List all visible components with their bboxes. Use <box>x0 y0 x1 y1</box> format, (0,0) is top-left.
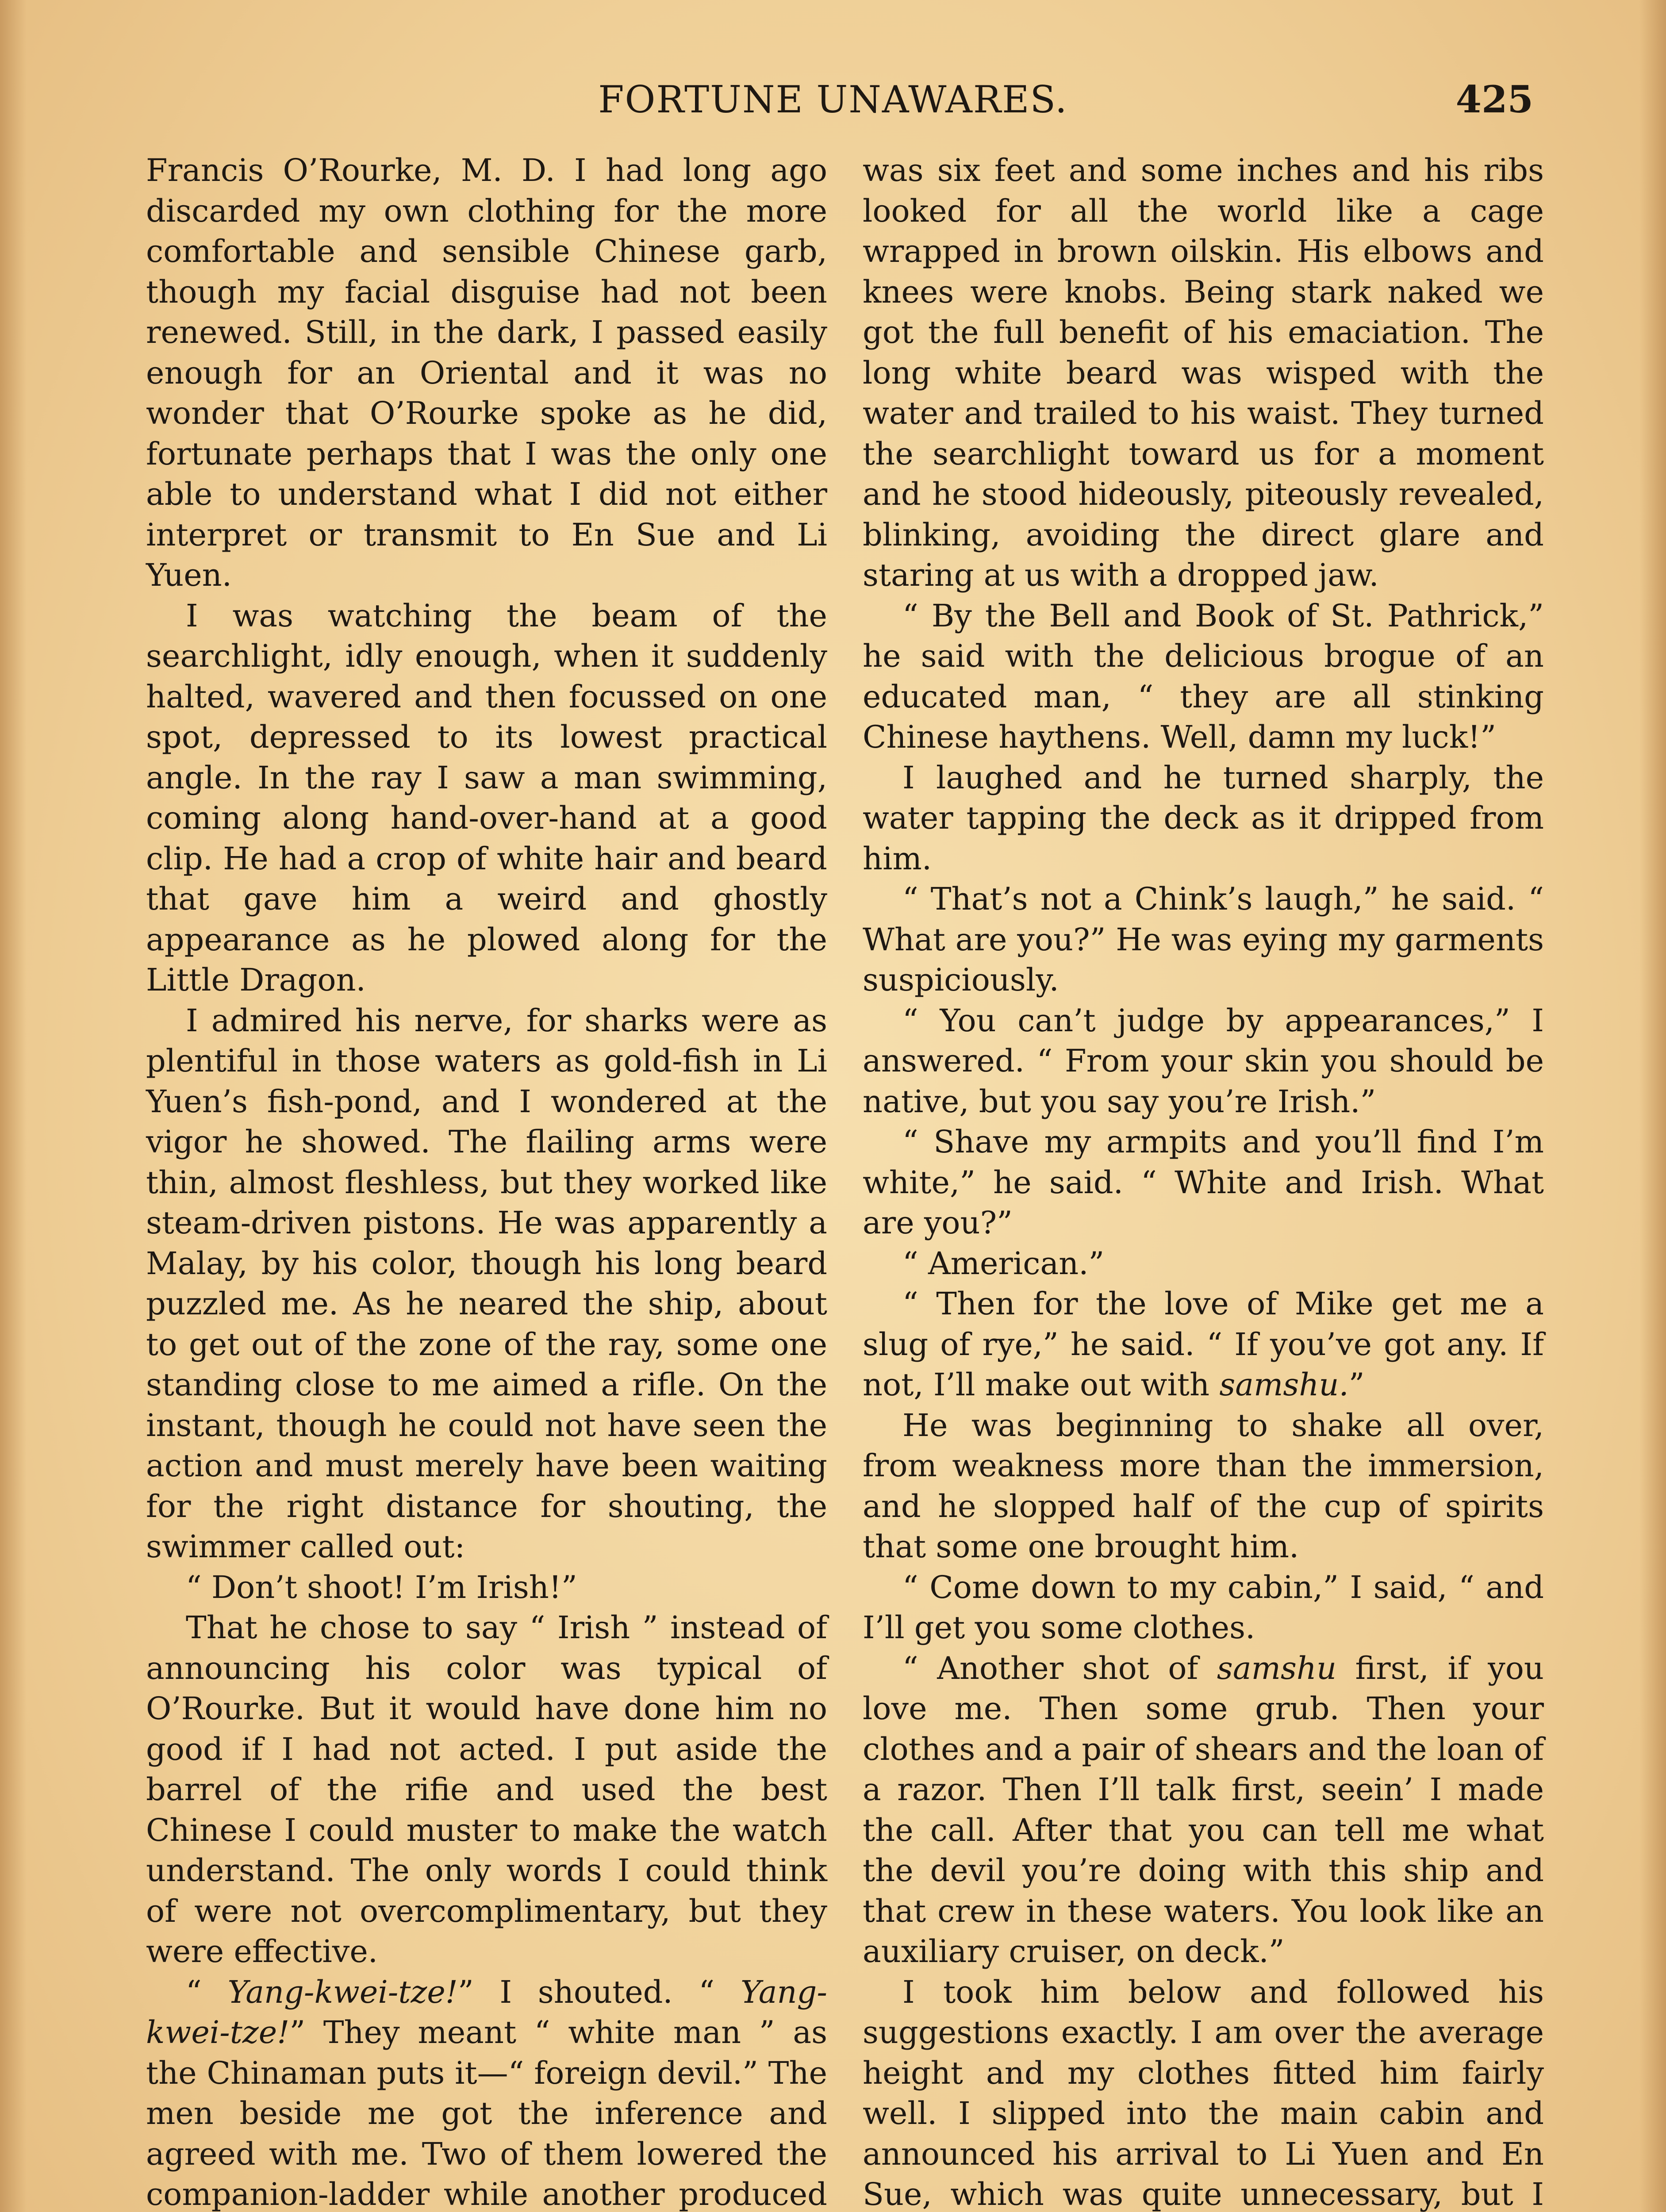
paragraph <box>146 1608 827 1972</box>
text-run: ” I shouted. “ <box>457 1974 741 2010</box>
text-run: “ That’s not a Chink’s laugh,” he said. “ What are you?” He was eying my garments suspiciously. <box>863 881 1544 998</box>
italic-text: Yang-kwei-tze! <box>227 1974 458 2010</box>
text-run: “ Don’t shoot! I’m Irish!” <box>186 1569 577 1605</box>
italic-text: samshu. <box>1219 1367 1349 1403</box>
text-run: ” <box>1348 1367 1365 1403</box>
paragraph <box>146 1567 827 1608</box>
text-run: first, if you love me. Then some grub. Then your clothes and a pair of shears and the loan of a razor. Then I’ll talk first, seein’ I made the call. After that you can tell me what the devil you’re doing with this ship and that crew in these waters. You look like an auxiliary cruiser, on deck.” <box>863 1650 1544 1970</box>
page-edge-left <box>0 0 27 2212</box>
paragraph <box>863 1648 1544 1972</box>
text-run: “ You can’t judge by appearances,” I answered. “ From your skin you should be native, but you say you’re Irish.” <box>863 1002 1544 1120</box>
text-run: He was beginning to shake all over, from weakness more than the immersion, and he slopped half of the cup of spirits that some one brought him. <box>863 1407 1544 1565</box>
text-run: “ <box>186 1974 228 2010</box>
page-edge-right <box>1639 0 1666 2212</box>
paragraph <box>863 758 1544 879</box>
paragraph <box>863 150 1544 596</box>
text-run: “ Another shot of <box>902 1650 1217 1686</box>
text-run: That he chose to say “ Irish ” instead of announcing his color was typical of O’Rourke. But it would have done him no good if I had not acted. I put aside the barrel of the rifie and used the best Chinese I could muster to make the watch understand. The only words I could think of were not overcomplimentary, but they were effective. <box>146 1609 827 1970</box>
text-run: I took him below and followed his suggestions exactly. I am over the average height and my clothes fitted him fairly well. I slipped into the main cabin and announced his arrival to Li Yuen and En Sue, which was quite unnecessary, but I <box>863 1974 1544 2212</box>
italic-text: Yang-kwei-tze! <box>146 1974 827 2051</box>
italic-text: samshu <box>1217 1650 1337 1686</box>
running-head: FORTUNE UNAWARES. <box>598 78 1068 121</box>
text-column-left <box>146 150 827 2212</box>
text-run: Francis O’Rourke, M. D. I had long ago discarded my own clothing for the more comfortable and sensible Chinese garb, though my facial disguise had not been renewed. Still, in the dark, I passed easily enough for an Oriental and it was no wonder that O’Rourke spoke as he did, fortunate perhaps that I was the only one able to understand what I did not either interpret or transmit to En Sue and Li Yuen. <box>146 152 827 593</box>
paragraph <box>863 1284 1544 1406</box>
page-number: 425 <box>1455 77 1533 121</box>
text-run: I admired his nerve, for sharks were as plentiful in those waters as gold-fish in Li Yuen’s fish-pond, and I wondered at the vigor he showed. The flailing arms were thin, almost fleshless, but they worked like steam-driven pistons. He was apparently a Malay, by his color, though his long beard puzzled me. As he neared the ship, about to get out of the zone of the ray, some one standing close to me aimed a rifle. On the instant, though he could not have seen the action and must merely have been waiting for the right distance for shouting, the swimmer called out: <box>146 1002 827 1565</box>
paragraph <box>863 1406 1544 1567</box>
paragraph <box>863 1122 1544 1244</box>
text-run: ” They meant “ white man ” as the Chinaman puts it—“ foreign devil.” The men beside me got the inference and agreed with me. Two of them lowered the companion-ladder while another produced <box>146 2014 827 2212</box>
text-run: “ By the Bell and Book of St. Pathrick,” he said with the delicious brogue of an educated man, “ they are all stinking Chinese haythens. Well, damn my luck!” <box>863 597 1544 755</box>
text-run: I was watching the beam of the searchlight, idly enough, when it suddenly halted, wavered and then focussed on one spot, depressed to its lowest practical angle. In the ray I saw a man swimming, coming along hand-over-hand at a good clip. He had a crop of white hair and beard that gave him a weird and ghostly appearance as he plowed along for the Little Dragon. <box>146 597 827 998</box>
text-run: “ American.” <box>902 1245 1105 1282</box>
text-run: “ Shave my armpits and you’ll find I’m white,” he said. “ White and Irish. What are you?” <box>863 1124 1544 1241</box>
paragraph <box>146 596 827 1001</box>
text-column-right <box>863 150 1544 2212</box>
text-run: “ Then for the love of Mike get me a slug of rye,” he said. “ If you’ve got any. If not, I’ll make out with <box>863 1286 1544 1403</box>
paragraph <box>863 1244 1544 1284</box>
paragraph <box>146 1001 827 1567</box>
paragraph <box>863 596 1544 758</box>
paragraph <box>863 1001 1544 1122</box>
paragraph <box>863 1972 1544 2212</box>
paragraph <box>863 879 1544 1001</box>
paragraph <box>146 150 827 596</box>
paragraph <box>863 1567 1544 1648</box>
text-run: I laughed and he turned sharply, the water tapping the deck as it dripped from him. <box>863 759 1544 877</box>
text-run: was six feet and some inches and his ribs looked for all the world like a cage wrapped in brown oilskin. His elbows and knees were knobs. Being stark naked we got the full benefit of his emaciation. The long white beard was wisped with the water and trailed to his waist. They turned the searchlight toward us for a moment and he stood hideously, piteously revealed, blinking, avoiding the direct glare and staring at us with a dropped jaw. <box>863 152 1544 593</box>
text-run: “ Come down to my cabin,” I said, “ and I’ll get you some clothes. <box>863 1569 1544 1646</box>
paragraph <box>146 1972 827 2212</box>
page-header <box>0 71 1666 128</box>
